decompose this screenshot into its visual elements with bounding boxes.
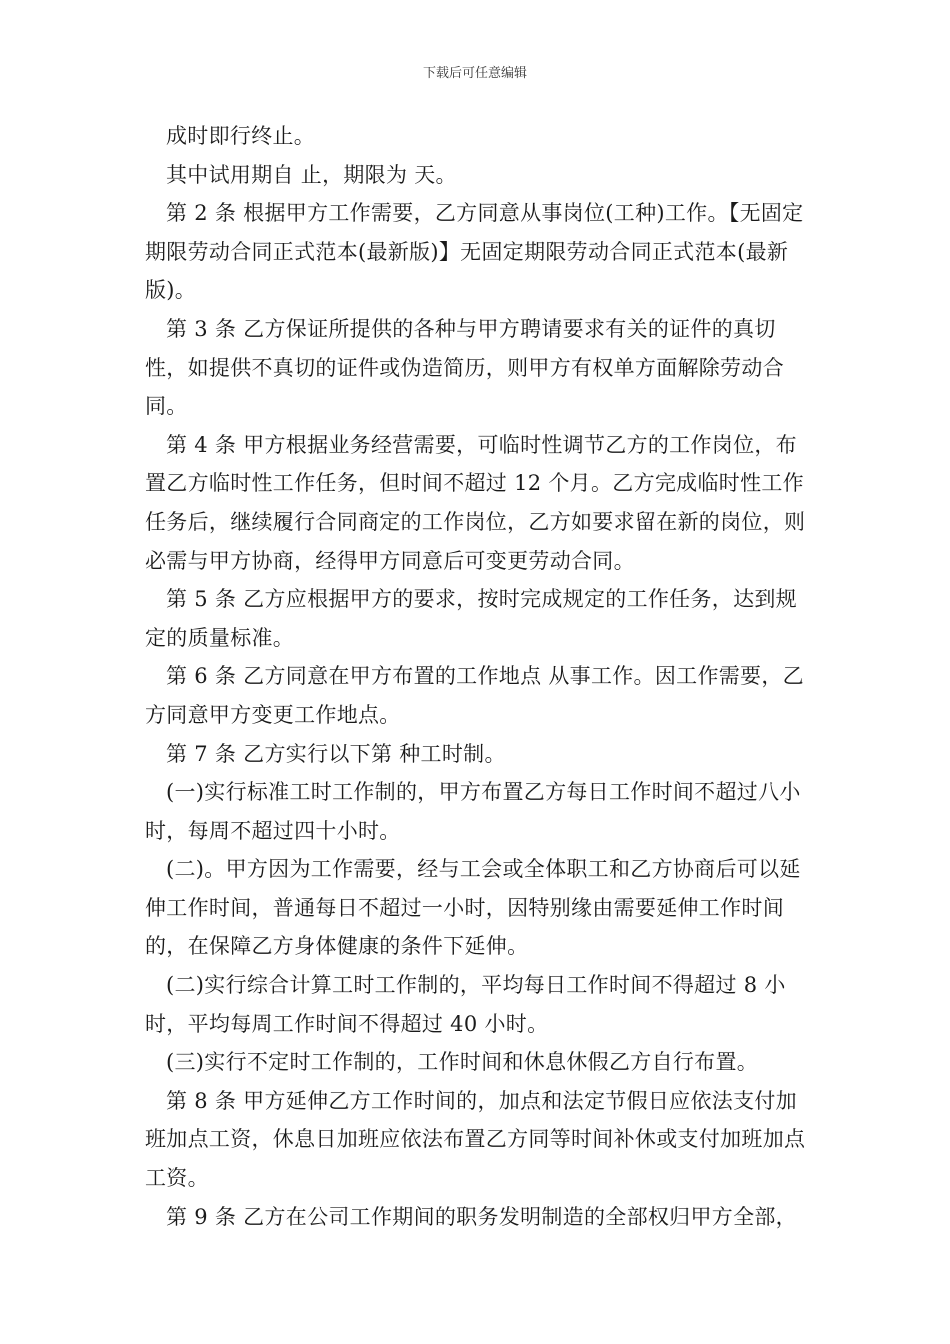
- paragraph-item-3: (三)实行不定时工作制的，工作时间和休息休假乙方自行布置。: [166, 1050, 759, 1075]
- paragraph-article-7: 第 7 条 乙方实行以下第 种工时制。: [166, 741, 506, 766]
- paragraph-item-2b: (二)实行综合计算工时工作制的，平均每日工作时间不得超过 8 小时，平均每周工作时间不得超过 40 小时。: [145, 973, 786, 1036]
- paragraph-article-3: 第 3 条 乙方保证所提供的各种与甲方聘请要求有关的证件的真切性，如提供不真切的证件或伪造简历，则甲方有权单方面解除劳动合同。: [145, 316, 784, 419]
- paragraph-article-5: 第 5 条 乙方应根据甲方的要求，按时完成规定的工作任务，达到规定的质量标准。: [145, 587, 797, 650]
- paragraph-item-2a: (二)。甲方因为工作需要，经与工会或全体职工和乙方协商后可以延伸工作时间，普通每日不超过一小时，因特别缘由需要延伸工作时间的，在保障乙方身体健康的条件下延伸。: [145, 857, 801, 959]
- paragraph-article-6: 第 6 条 乙方同意在甲方布置的工作地点 从事工作。因工作需要，乙方同意甲方变更工作地点。: [145, 664, 804, 727]
- paragraph-article-9: 第 9 条 乙方在公司工作期间的职务发明制造的全部权归甲方全部，: [166, 1204, 797, 1229]
- paragraph-1: 成时即行终止。: [166, 124, 316, 148]
- document-body: [145, 117, 813, 1236]
- paragraph-item-1: (一)实行标准工时工作制的，甲方布置乙方每日工作时间不超过八小时，每周不超过四十小时。: [145, 780, 801, 843]
- paragraph-article-8: 第 8 条 甲方延伸乙方工作时间的，加点和法定节假日应依法支付加班加点工资，休息日加班应依法布置乙方同等时间补休或支付加班加点工资。: [145, 1088, 806, 1191]
- page-header: 下载后可任意编辑: [422, 66, 527, 81]
- paragraph-2: 其中试用期自 止，期限为 天。: [166, 162, 457, 187]
- paragraph-article-4: 第 4 条 甲方根据业务经营需要，可临时性调节乙方的工作岗位，布置乙方临时性工作任务，但时间不超过 12 个月。乙方完成临时性工作任务后，继续履行合同商定的工作岗位，乙方如要求留在新的岗位，则必需与甲方协商，经得甲方同意后可变更劳动合同。: [145, 432, 806, 573]
- paragraph-article-2: 第 2 条 根据甲方工作需要，乙方同意从事岗位(工种)工作。【无固定期限劳动合同正式范本(最新版)】无固定期限劳动合同正式范本(最新版)。: [145, 201, 804, 303]
